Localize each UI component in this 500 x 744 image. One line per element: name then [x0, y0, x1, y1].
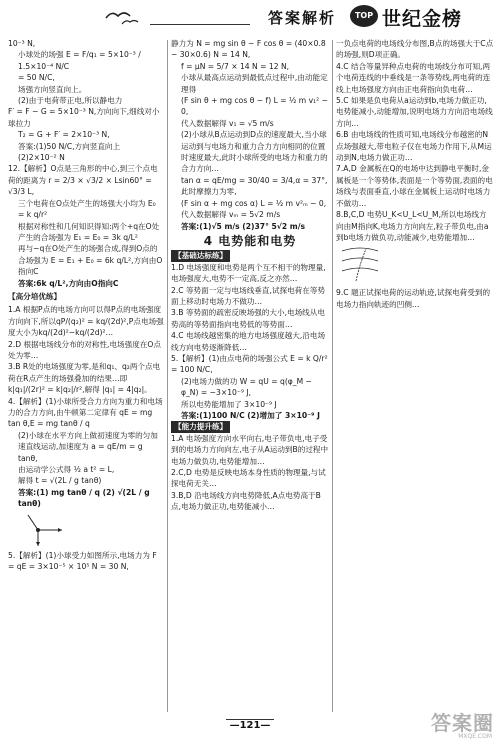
page-header: [0, 0, 500, 34]
text-line: f = μN = 5/7 × 14 N = 12 N,: [181, 61, 290, 71]
text-line: 小球从最高点运动到最低点过程中,由动能定理得: [181, 73, 328, 94]
text-line: = 50 N/C,: [18, 73, 55, 83]
column-divider-1: [167, 40, 168, 712]
answer-3: 3.B R处的电场强度为零,是和q₁、q₂两个点电荷在R点产生的场强叠加的结果…即 k|q₁|/(2r)² = k|q₂|/r²,解得 |q₁| = 4|q₂|。: [8, 362, 161, 395]
text-line: T₂ = G + F′ = 2×10⁻³ N,: [18, 130, 110, 140]
text-line: 答案:6k q/L²,方向由O指向C: [18, 278, 119, 288]
answer-1: 1.A 电场强度方向水平向右,电子带负电,电子受到的电场力方向向左,电子从A运动到B的过程中电场力做负功,电势能增加…: [171, 433, 329, 466]
answer-3: 3.B,D 沿电场线方向电势降低,A点电势高于B点,电场力做正功,电势能减小…: [171, 490, 321, 512]
page-number-text: —121—: [226, 719, 275, 731]
watermark: [404, 706, 494, 740]
answer-4: 4.【解析】(1)小球所受合力方向为重力和电场力的合力方向,由牛顿第二定律有 qE = mg tan θ,E = mg tanθ / q: [8, 396, 163, 429]
text-line: 一负点电荷的电场线分布图,B点的场强大于C点的场强,则D项正确。: [336, 39, 494, 60]
answer-7: 7.A,D 金属板在Q的电场中达到静电平衡时,金属板是一个等势体,表面是一个等势面,表面的电场线与表面垂直,小球在金属板上运动时电场力不做功…: [336, 164, 493, 208]
answer-1: 1.A 根据P点的电场方向可以得P点的电场强度方向向下,所以qP/(q₂)² = kq/(2d)²,P点电场强度大小为kq/(2d)²−kq/(2d)²…: [8, 305, 164, 338]
watermark-url: MXQE.COM: [458, 733, 492, 740]
section-heading: 【高分培优练】: [8, 291, 62, 301]
text-line: 解得 t = √(2L / g tanθ): [18, 476, 102, 486]
answer-4: 4.C 结合等量异种点电荷的电场线分布可知,两个电荷连线的中垂线是一条等势线,两电荷的连线上电场强度方向由正电荷指向负电荷…: [336, 61, 491, 94]
header-title: 答案解析: [268, 9, 337, 27]
text-line: (2)2×10⁻² N: [18, 153, 65, 163]
answer-12: 12.【解析】O点是三角形的中心,到三个点电荷的距离为 r = 2/3 × √3/2 × Lsin60° = √3/3 L,: [8, 164, 158, 197]
answer-6: 6.B 由电场线的性质可知,电场线分布越密的N点场强越大,带电粒子仅在电场力作用下,从M运动到N,电场力做正功…: [336, 130, 492, 163]
text-line: tan α = qE/mg = 30/40 = 3/4,α = 37°,此时摩擦力为零,: [181, 175, 328, 197]
text-line: (2)小球在水平方向上做初速度为零的匀加速直线运动,加速度为 a = qE/m = g tanθ,: [18, 430, 158, 463]
column-divider-2: [332, 40, 333, 712]
force-diagram-figure: [8, 512, 68, 548]
answer-2: 2.C,D 电势是反映电场本身性质的物理量,与试探电荷无关…: [171, 468, 326, 489]
text-line: 由运动学公式得 ½ a t² = L,: [18, 465, 115, 475]
text-line: 答案:(1)100 N/C (2)增加了 3×10⁻⁹ J: [181, 411, 320, 420]
field-lines-figure: [336, 245, 384, 285]
column-1: [8, 38, 164, 714]
text-line: (2)由于电荷带正电,所以静电力: [18, 96, 123, 106]
brand-logo-icon: [350, 5, 378, 27]
answer-1: 1.D 电场强度和电势是两个互不相干的物理量,电场强度大,电势不一定高,反之亦然…: [171, 262, 326, 284]
column-3: [336, 38, 494, 714]
section-heading: 【能力提升练】: [171, 421, 230, 432]
answer-4: 4.C 电场线越密集的地方电场强度越大,沿电场线方向电势逐渐降低…: [171, 331, 326, 352]
text-line: 三个电荷在O点处产生的场强大小均为 E₀ = k q/r²: [18, 198, 156, 220]
answer-2: 2.D 根据电场线分布的对称性,电场强度在O点处为零…: [8, 339, 161, 360]
answer-5: 5.【解析】(1)小球受力如图所示,电场力为 F = qE = 3×10⁻⁵ × 10⁵ N = 30 N,: [8, 550, 157, 572]
section-heading: 【基础达标练】: [171, 250, 230, 261]
answer-2: 2.C 等势面一定与电场线垂直,试探电荷在等势面上移动时电场力不做功…: [171, 285, 326, 306]
text-line: (2)电场力做的功 W = qU = q(φ_M − φ_N) = −3×10⁻⁹ J,: [181, 376, 312, 398]
logo-text: TOP: [354, 11, 374, 20]
answer-9: 9.C 题正试探电荷的运动轨迹,试探电荷受到的电场力指向轨迹的凹侧…: [336, 288, 491, 309]
watermark-text: 答案圈: [431, 711, 494, 735]
text-line: 答案:(1) mg tanθ / q (2) √(2L / g tanθ): [18, 487, 150, 509]
text-line: 所以电势能增加了 3×10⁻⁹ J: [181, 399, 277, 409]
text-line: 再与−q在O处产生的场强合成,得到O点的合场强为 E = E₁ + E₀ = 6k q/L²,方向由O指向C: [18, 244, 163, 277]
text-line: 静力为 N = mg sin θ − F cos θ = (40×0.8 − 30×0.6) N = 14 N,: [171, 39, 326, 60]
text-line: 10⁻³ N,: [8, 39, 36, 48]
text-line: 场强方向竖直向上。: [18, 84, 87, 94]
text-line: 答案:(1)√5 m/s (2)37° 5√2 m/s: [181, 221, 306, 231]
column-2: [171, 38, 329, 714]
answer-5: 5.【解析】(1)由点电荷的场强公式 E = k Q/r² = 100 N/C,: [171, 353, 328, 375]
text-line: (F sin α + mg cos α) L = ½ m v²ₘ − 0,: [181, 198, 327, 208]
text-line: 代入数据解得 vₘ = 5√2 m/s: [181, 210, 281, 220]
answer-5: 5.C 如果是负电荷从a运动到b,电场力做正功,电势能减小,动能增加,说明电场力方向沿电场线方向…: [336, 96, 493, 128]
text-line: (F sin θ + mg cos θ − f) L = ½ m v₁² − 0,: [181, 96, 328, 117]
birds-icon: [104, 6, 144, 28]
header-rule: [150, 24, 250, 25]
text-line: 小球处的场强 E = F/q₁ = 5×10⁻³ / 1.5×10⁻⁴ N/C: [18, 50, 141, 71]
text-line: F′ = F − G = 5×10⁻³ N,方向向下,细线对小球拉力: [8, 107, 160, 128]
text-line: 根据对称性和几何知识得知:两个+q在O处产生的合场强为 E₁ = E₀ = 3k q/L²: [18, 221, 160, 242]
text-line: 答案:(1)50 N/C,方向竖直向上: [18, 141, 121, 151]
chapter-title: 4 电势能和电势: [203, 233, 297, 248]
text-line: 代入数据解得 v₁ = √5 m/s: [181, 118, 274, 128]
answer-3: 3.B 等势面的疏密反映场强的大小,电场线从电势高的等势面指向电势低的等势面…: [171, 308, 325, 329]
answer-8: 8.B,C,D 电势U_K<U_L<U_M,所以电场线方向由M指向K,电场力方向向左,粒子带负电,由a到b电场力做负功,动能减少,电势能增加…: [336, 210, 489, 242]
brand-name: 世纪金榜: [382, 8, 463, 30]
text-line: (2)小球从B点运动到D点的速度最大,当小球运动到与电场力和重力合力方向相同的位置时速度最大,此时小球所受的电场力和重力的合力方向…: [181, 130, 328, 174]
